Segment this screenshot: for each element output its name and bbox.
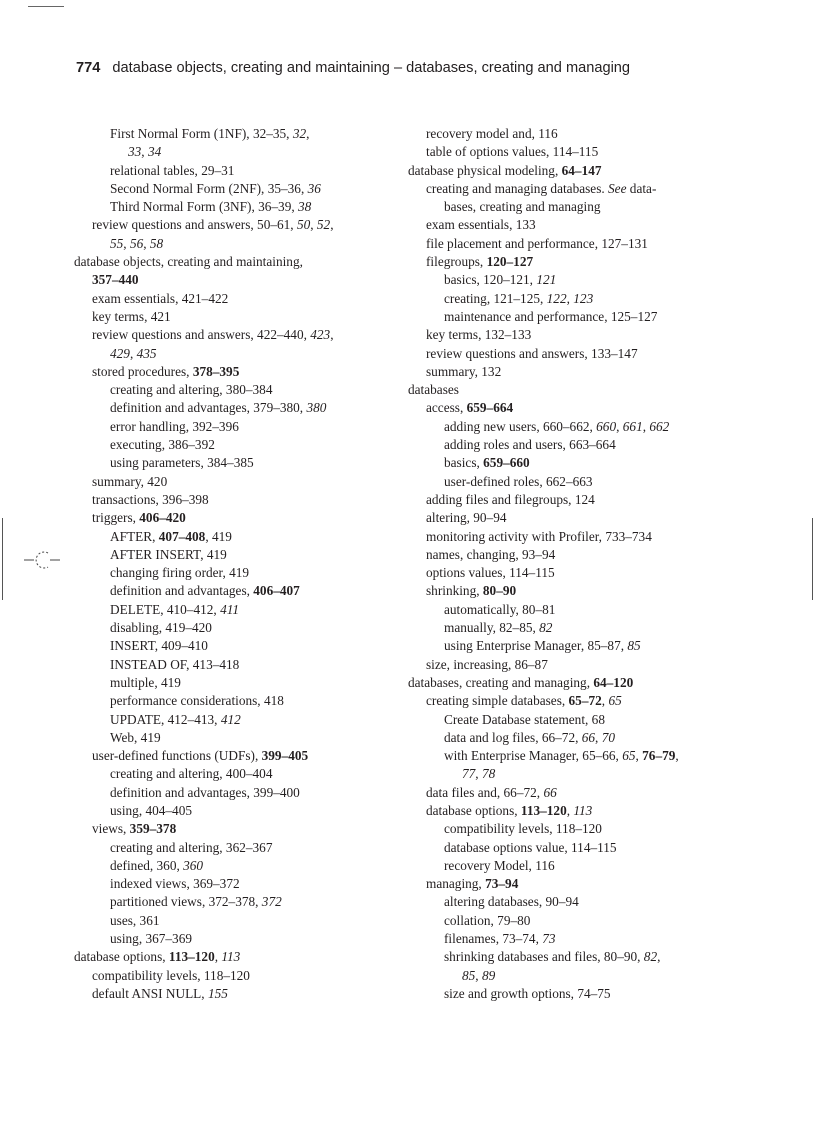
index-entry (74, 162, 374, 180)
entry-text: using parameters, 384–385 (110, 455, 254, 471)
entry-text: creating and altering, 362–367 (110, 839, 273, 855)
index-entry (408, 857, 728, 875)
index-entry-continuation (408, 967, 728, 985)
entry-text: using Enterprise Manager, 85–87, (444, 638, 628, 654)
page-range-primary: 659–664 (466, 400, 514, 416)
entry-text: INSTEAD OF, 413–418 (110, 656, 240, 672)
index-entry-continuation (74, 271, 374, 289)
entry-text: user-defined roles, 662–663 (444, 473, 593, 489)
registration-mark-icon (24, 548, 60, 572)
index-entry (74, 399, 374, 417)
index-entry (74, 180, 374, 198)
page-ref-figure: 412 (220, 711, 241, 727)
index-entry (74, 473, 374, 491)
page-ref-figure: 155 (207, 985, 228, 1001)
entry-text: , (675, 748, 679, 764)
entry-text: default ANSI NULL, (92, 985, 208, 1001)
index-entry (74, 253, 374, 271)
index-entry (408, 326, 728, 344)
entry-text: database options, (426, 802, 521, 818)
index-entry (408, 509, 728, 527)
entry-text: executing, 386–392 (110, 437, 215, 453)
page-ref-figure: 82 (643, 949, 658, 965)
index-entry (408, 235, 728, 253)
page-range-primary: 76–79 (642, 748, 676, 764)
index-entry (74, 637, 374, 655)
entry-text: defined, 360, (110, 857, 184, 873)
page-ref-figure: 33 (128, 144, 142, 160)
index-entry (74, 326, 374, 344)
page-ref-figure: 372 (261, 894, 282, 910)
entry-text: uses, 361 (110, 912, 160, 928)
header-title: database objects, creating and maintaining – databases, creating and managing (112, 60, 631, 76)
entry-text: , (642, 418, 650, 434)
index-entry (408, 546, 728, 564)
entry-text: database options value, 114–115 (444, 839, 617, 855)
index-entry-continuation (74, 235, 374, 253)
index-entry (74, 820, 374, 838)
entry-text: compatibility levels, 118–120 (92, 967, 250, 983)
entry-text: shrinking databases and files, 80–90, (444, 949, 644, 965)
entry-text: AFTER INSERT, 419 (110, 546, 227, 562)
entry-text: Create Database statement, 68 (444, 711, 605, 727)
page-ref-figure: 662 (649, 418, 670, 434)
index-entry (408, 143, 728, 161)
index-entry (408, 948, 728, 966)
index-entry (74, 491, 374, 509)
index-entry (74, 912, 374, 930)
entry-text: access, (426, 400, 467, 416)
index-entry (74, 454, 374, 472)
entry-text: file placement and performance, 127–131 (426, 235, 648, 251)
entry-text: database objects, creating and maintaining, (74, 254, 303, 270)
page-ref-figure: 78 (481, 766, 496, 782)
entry-text: using, 367–369 (110, 931, 193, 947)
entry-text: stored procedures, (92, 363, 193, 379)
index-entry (408, 674, 728, 692)
index-entry (408, 436, 728, 454)
entry-text: filegroups, (426, 254, 487, 270)
page-ref-figure: 123 (573, 290, 594, 306)
page-range-primary: 113–120 (168, 949, 215, 965)
entry-text: summary, 420 (92, 473, 168, 489)
page-ref-figure: 36 (307, 180, 321, 196)
entry-text: database physical modeling, (408, 162, 562, 178)
entry-text: definition and advantages, (110, 583, 254, 599)
index-entry (74, 363, 374, 381)
page-range-primary: 65–72 (568, 693, 602, 709)
page-range-primary: 120–127 (486, 254, 534, 270)
index-entry (74, 418, 374, 436)
index-entry (74, 802, 374, 820)
entry-text: review questions and answers, 50–61, (92, 217, 297, 233)
entry-text: options values, 114–115 (426, 565, 555, 581)
index-entry (408, 491, 728, 509)
entry-text: , (566, 290, 574, 306)
entry-text: , (330, 217, 334, 233)
index-entry (408, 875, 728, 893)
index-entry (408, 473, 728, 491)
index-entry (408, 290, 728, 308)
page-ref-figure: 77 (462, 766, 476, 782)
index-entry (408, 729, 728, 747)
entry-text: table of options values, 114–115 (426, 144, 599, 160)
entry-text: user-defined functions (UDFs), (92, 748, 262, 764)
page-ref-figure: 66 (581, 729, 596, 745)
index-entry (408, 528, 728, 546)
entry-text: First Normal Form (1NF), 32–35, (110, 126, 293, 141)
page-range-primary: 357–440 (92, 272, 139, 288)
index-entry (408, 180, 728, 198)
index-entry (408, 619, 728, 637)
entry-text: adding files and filegroups, 124 (426, 491, 595, 507)
entry-text: creating and altering, 400–404 (110, 766, 273, 782)
entry-text: , (475, 967, 482, 983)
index-entry (74, 436, 374, 454)
page-ref-figure: 65 (608, 693, 622, 709)
page-ref-figure: 122 (546, 290, 567, 306)
entry-text: using, 404–405 (110, 802, 193, 818)
entry-text: , (214, 949, 222, 965)
entry-text: compatibility levels, 118–120 (444, 821, 602, 837)
entry-text: partitioned views, 372–378, (110, 894, 262, 910)
entry-text: databases, creating and managing, (408, 674, 594, 690)
entry-text: multiple, 419 (110, 674, 181, 690)
index-entry-continuation (408, 765, 728, 783)
index-entry (74, 308, 374, 326)
index-entry-continuation (408, 198, 728, 216)
index-entry (408, 418, 728, 436)
index-entry (408, 582, 728, 600)
entry-text: bases, creating and managing (444, 199, 601, 215)
entry-text: INSERT, 409–410 (110, 638, 208, 654)
entry-text: , (475, 766, 482, 782)
page-range-primary: 659–660 (483, 455, 530, 471)
entry-text: , (657, 949, 661, 965)
index-entry (74, 619, 374, 637)
page-ref-figure: 429 (110, 345, 130, 361)
entry-text: maintenance and performance, 125–127 (444, 308, 658, 324)
entry-text: manually, 82–85, (444, 620, 540, 636)
page-ref-figure: 380 (306, 400, 327, 416)
index-entry (74, 125, 374, 143)
index-entry (408, 162, 728, 180)
page-ref-figure: 360 (183, 857, 204, 873)
entry-text: summary, 132 (426, 363, 502, 379)
entry-text: adding roles and users, 663–664 (444, 437, 616, 453)
index-entry (408, 912, 728, 930)
page-range-primary: 80–90 (482, 583, 517, 599)
entry-text: AFTER, (110, 528, 159, 544)
index-entry (74, 290, 374, 308)
page-ref-figure: 661 (622, 418, 643, 434)
page-range-primary: 399–405 (261, 748, 309, 764)
page-ref-figure: 38 (298, 199, 312, 215)
index-column-right (408, 125, 728, 1003)
page-range-primary: 406–420 (139, 510, 186, 526)
index-entry (74, 893, 374, 911)
entry-text: DELETE, 410–412, (110, 601, 221, 617)
index-entry (74, 381, 374, 399)
index-entry (74, 509, 374, 527)
entry-text: creating and managing databases. (426, 180, 609, 196)
index-entry (408, 564, 728, 582)
index-entry (408, 125, 728, 143)
index-entry (408, 839, 728, 857)
index-entry (408, 930, 728, 948)
entry-text: transactions, 396–398 (92, 491, 209, 507)
page-ref-figure: 58 (149, 235, 164, 251)
entry-text: UPDATE, 412–413, (110, 711, 221, 727)
index-entry (408, 308, 728, 326)
index-entry (408, 656, 728, 674)
entry-text: , (310, 217, 317, 233)
index-entry (74, 985, 374, 1003)
page-ref-figure: 50 (296, 217, 311, 233)
entry-text: , (143, 235, 150, 251)
index-entry (408, 253, 728, 271)
entry-text: basics, (444, 455, 484, 471)
entry-text: automatically, 80–81 (444, 601, 556, 617)
page-ref-figure: 34 (147, 144, 162, 160)
entry-text: creating and altering, 380–384 (110, 382, 273, 398)
entry-text: shrinking, (426, 583, 483, 599)
entry-text: review questions and answers, 422–440, (92, 327, 311, 343)
entry-text: , (635, 748, 643, 764)
page-ref-figure: 73 (542, 931, 556, 947)
entry-text: adding new users, 660–662, (444, 418, 597, 434)
index-entry (74, 747, 374, 765)
entry-text: exam essentials, 421–422 (92, 290, 229, 306)
index-entry (74, 601, 374, 619)
page-range-primary: 73–94 (485, 876, 519, 892)
index-entry (408, 802, 728, 820)
entry-text: creating, 121–125, (444, 290, 547, 306)
entry-text: names, changing, 93–94 (426, 546, 556, 562)
entry-text: key terms, 132–133 (426, 327, 532, 343)
entry-text: Web, 419 (110, 729, 161, 745)
entry-text: with Enterprise Manager, 65–66, (444, 748, 623, 764)
entry-text: disabling, 419–420 (110, 620, 212, 636)
entry-text: recovery Model, 116 (444, 857, 555, 873)
entry-text: definition and advantages, 379–380, (110, 400, 307, 416)
page-ref-figure: 32 (292, 126, 307, 141)
page-ref-figure: 411 (220, 601, 240, 617)
index-entry (74, 784, 374, 802)
entry-text: managing, (426, 876, 486, 892)
index-entry (408, 381, 728, 399)
entry-text: indexed views, 369–372 (110, 876, 240, 892)
entry-text: Second Normal Form (2NF), 35–36, (110, 180, 308, 196)
entry-text: data files and, 66–72, (426, 784, 544, 800)
entry-text: altering databases, 90–94 (444, 894, 579, 910)
index-entry (74, 692, 374, 710)
index-entry (74, 711, 374, 729)
index-entry (408, 271, 728, 289)
page-range-primary: 64–120 (593, 674, 634, 690)
entry-text: recovery model and, 116 (426, 126, 558, 141)
index-entry (408, 711, 728, 729)
page-ref-figure: 56 (129, 235, 144, 251)
entry-text: relational tables, 29–31 (110, 162, 235, 178)
entry-text: , (330, 327, 334, 343)
entry-text: Third Normal Form (3NF), 36–39, (110, 199, 298, 215)
entry-text: creating simple databases, (426, 693, 569, 709)
page-ref-figure: 121 (536, 272, 557, 288)
page-ref-figure: 660 (596, 418, 617, 434)
entry-text: definition and advantages, 399–400 (110, 784, 300, 800)
index-entry (74, 729, 374, 747)
index-entry (74, 875, 374, 893)
page-ref-figure: 52 (316, 217, 331, 233)
entry-text: performance considerations, 418 (110, 693, 284, 709)
index-entry (408, 784, 728, 802)
entry-text: monitoring activity with Profiler, 733–734 (426, 528, 652, 544)
margin-rule-right (812, 518, 813, 600)
entry-text: views, (92, 821, 130, 837)
entry-text: , (306, 126, 310, 141)
entry-text: key terms, 421 (92, 308, 171, 324)
index-entry (408, 454, 728, 472)
entry-text: changing firing order, 419 (110, 565, 250, 581)
crop-mark (28, 6, 64, 7)
entry-text: altering, 90–94 (426, 510, 507, 526)
index-entry (74, 930, 374, 948)
entry-text: size and growth options, 74–75 (444, 985, 611, 1001)
entry-text: data and log files, 66–72, (444, 729, 582, 745)
margin-rule-left (2, 518, 3, 600)
page-range-primary: 406–407 (253, 583, 300, 599)
page-ref-figure: 70 (601, 729, 615, 745)
entry-text: , (141, 144, 148, 160)
index-entry (74, 528, 374, 546)
entry-text: triggers, (92, 510, 140, 526)
index-entry-continuation (74, 345, 374, 363)
index-entry (408, 345, 728, 363)
page-ref-figure: 113 (221, 949, 241, 965)
index-entry (74, 216, 374, 234)
page-ref-figure: 66 (543, 784, 557, 800)
entry-text: , (616, 418, 623, 434)
index-column-left (74, 125, 374, 1003)
index-entry (408, 399, 728, 417)
page-ref-figure: 89 (481, 967, 496, 983)
page-range-primary: 113–120 (520, 802, 567, 818)
page-ref-figure: 85 (462, 967, 476, 983)
entry-text: collation, 79–80 (444, 912, 531, 928)
index-entry-continuation (74, 143, 374, 161)
entry-text: , (123, 235, 130, 251)
entry-text: filenames, 73–74, (444, 931, 543, 947)
page-range-primary: 407–408 (158, 528, 206, 544)
entry-text: databases (408, 382, 459, 398)
page-range-primary: 64–147 (561, 162, 602, 178)
entry-text: basics, 120–121, (444, 272, 537, 288)
page-range-primary: 359–378 (129, 821, 177, 837)
index-entry (74, 198, 374, 216)
entry-text: data- (626, 180, 657, 196)
entry-text: exam essentials, 133 (426, 217, 536, 233)
index-entry (408, 637, 728, 655)
entry-text: database options, (74, 949, 169, 965)
index-entry (408, 747, 728, 765)
page-ref-figure: 423 (310, 327, 331, 343)
page-ref-figure: 55 (110, 235, 124, 251)
entry-text: , 419 (205, 528, 232, 544)
index-entry (74, 839, 374, 857)
index-entry (408, 893, 728, 911)
running-header (76, 60, 630, 76)
index-entry (74, 546, 374, 564)
index-entry (74, 674, 374, 692)
entry-text: review questions and answers, 133–147 (426, 345, 638, 361)
page-ref-figure: 65 (622, 748, 636, 764)
index-entry (74, 948, 374, 966)
entry-text: , (566, 802, 574, 818)
index-entry (408, 820, 728, 838)
entry-text: error handling, 392–396 (110, 418, 239, 434)
page-range-primary: 378–395 (192, 363, 240, 379)
index-entry (408, 985, 728, 1003)
entry-text: size, increasing, 86–87 (426, 656, 548, 672)
index-entry (74, 564, 374, 582)
page-ref-figure: 113 (573, 802, 593, 818)
index-entry (74, 765, 374, 783)
index-entry (74, 967, 374, 985)
entry-text: , (601, 693, 609, 709)
page-ref-figure: See (608, 180, 627, 196)
index-entry (74, 857, 374, 875)
index-entry (408, 692, 728, 710)
page-ref-figure: 85 (627, 638, 641, 654)
entry-text: , (595, 729, 602, 745)
page-ref-figure: 82 (539, 620, 553, 636)
index-entry (408, 363, 728, 381)
entry-text: , (129, 345, 137, 361)
index-entry (408, 216, 728, 234)
page-ref-figure: 435 (136, 345, 157, 361)
index-entry (74, 656, 374, 674)
index-entry (408, 601, 728, 619)
index-entry (74, 582, 374, 600)
page-number: 774 (76, 60, 101, 76)
